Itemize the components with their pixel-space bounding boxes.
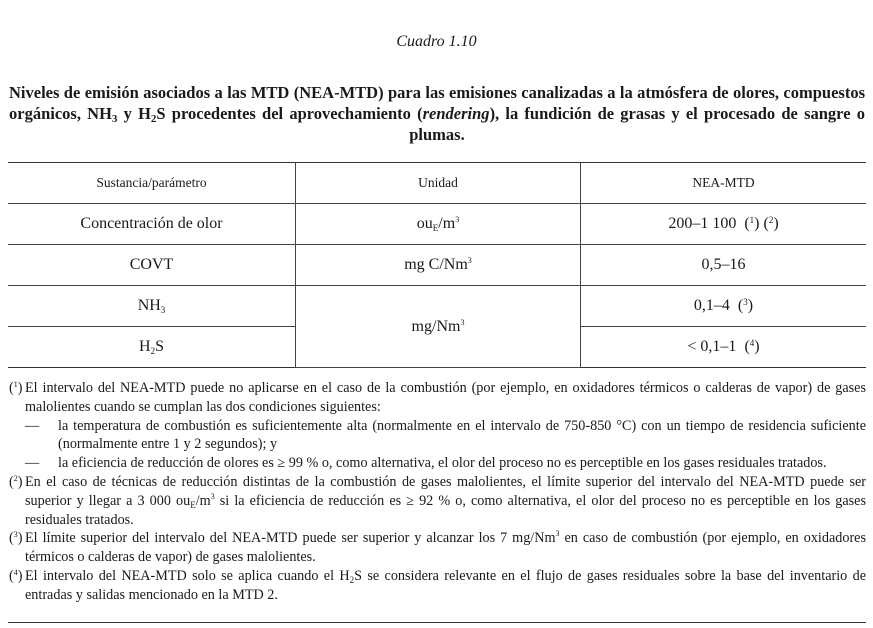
cell-unit: $ou_E/m^3$ [296,204,581,245]
cell-substance: Concentración de olor [8,204,296,245]
cell-substance: COVT [8,245,296,286]
cell-substance: $NH_3$ [8,286,296,327]
header-unit: Unidad [296,163,581,204]
cell-value: 200–1 100 ($^1$) ($^2$) [581,204,867,245]
footnote-marker: ($^1$) [9,380,23,396]
dash-marker: — [25,417,40,434]
footnote-3: ($^3$) El límite superior del intervalo del NEA-MTD puede ser superior y alcanzar los 7 mg/Nm$^3$ en caso de combustión (por ejemplo, en oxidadores térmicos o calderas de vapor) de gases malolientes. [9,529,866,566]
cell-unit: mg/Nm$^3$ [296,286,581,368]
table-caption: Cuadro 1.10 [396,33,477,50]
footnote-marker: ($^3$) [9,530,23,547]
dash-marker: — [25,455,40,472]
bottom-rule [8,622,866,623]
footnotes [9,379,866,605]
table-title: Niveles de emisión asociados a las MTD (NEA-MTD) para las emisiones canalizadas a la atmósfera de olores, compuestos orgánicos, $NH_3$ y $H_2S$ procedentes del aprovechamiento (rendering), la fundición de grasas y el procesado de sangre o plumas. [9,83,865,144]
cell-value: 0,5–16 [581,245,867,286]
emission-levels-table [8,162,866,368]
footnote-marker: ($^4$) [9,567,23,584]
table-row [8,204,866,245]
footnote-4: ($^4$) El intervalo del NEA-MTD solo se aplica cuando el $H_2S$ se considera relevante en el flujo de gases residuales sobre la base del inventario de entradas y salidas mencionado en la MTD 2. [9,567,866,603]
footnote-marker: ($^2$) [9,473,23,490]
footnote-1: ($^1$) El intervalo del NEA-MTD puede no aplicarse en el caso de la combustión (por ejemplo, en oxidadores térmicos o calderas de vapor) de gases malolientes cuando se cumplan las dos condiciones siguientes: [9,380,866,415]
footnote-1-condition: — la temperatura de combustión es suficientemente alta (normalmente en el intervalo de 750-850 °C) con un tiempo de residencia suficiente (normalmente entre 1 y 2 segundos); y [25,417,866,453]
table-row [8,245,866,286]
header-nea-mtd: NEA-MTD [581,163,867,204]
cell-value: 0,1–4 ($^3$) [581,286,867,327]
table-row [8,286,866,327]
footnote-2: ($^2$) En el caso de técnicas de reducción distintas de la combustión de gases malolientes, el límite superior del intervalo del NEA-MTD puede ser superior y llegar a 3 000 $ou_E/m^3$ si la eficiencia de reducción es ≥ 92 % o, como alternativa, el olor del proceso no es perceptible en los gases residuales tratados. [9,473,866,528]
header-substance: Sustancia/parámetro [8,163,296,204]
cell-substance: $H_2S$ [8,327,296,368]
table-header-row [8,163,866,204]
cell-unit: mg C/Nm$^3$ [296,245,581,286]
cell-value: < 0,1–1 ($^4$) [581,327,867,368]
footnote-1-condition: — la eficiencia de reducción de olores es ≥ 99 % o, como alternativa, el olor del proceso no es perceptible en los gases residuales tratados. [25,455,827,472]
